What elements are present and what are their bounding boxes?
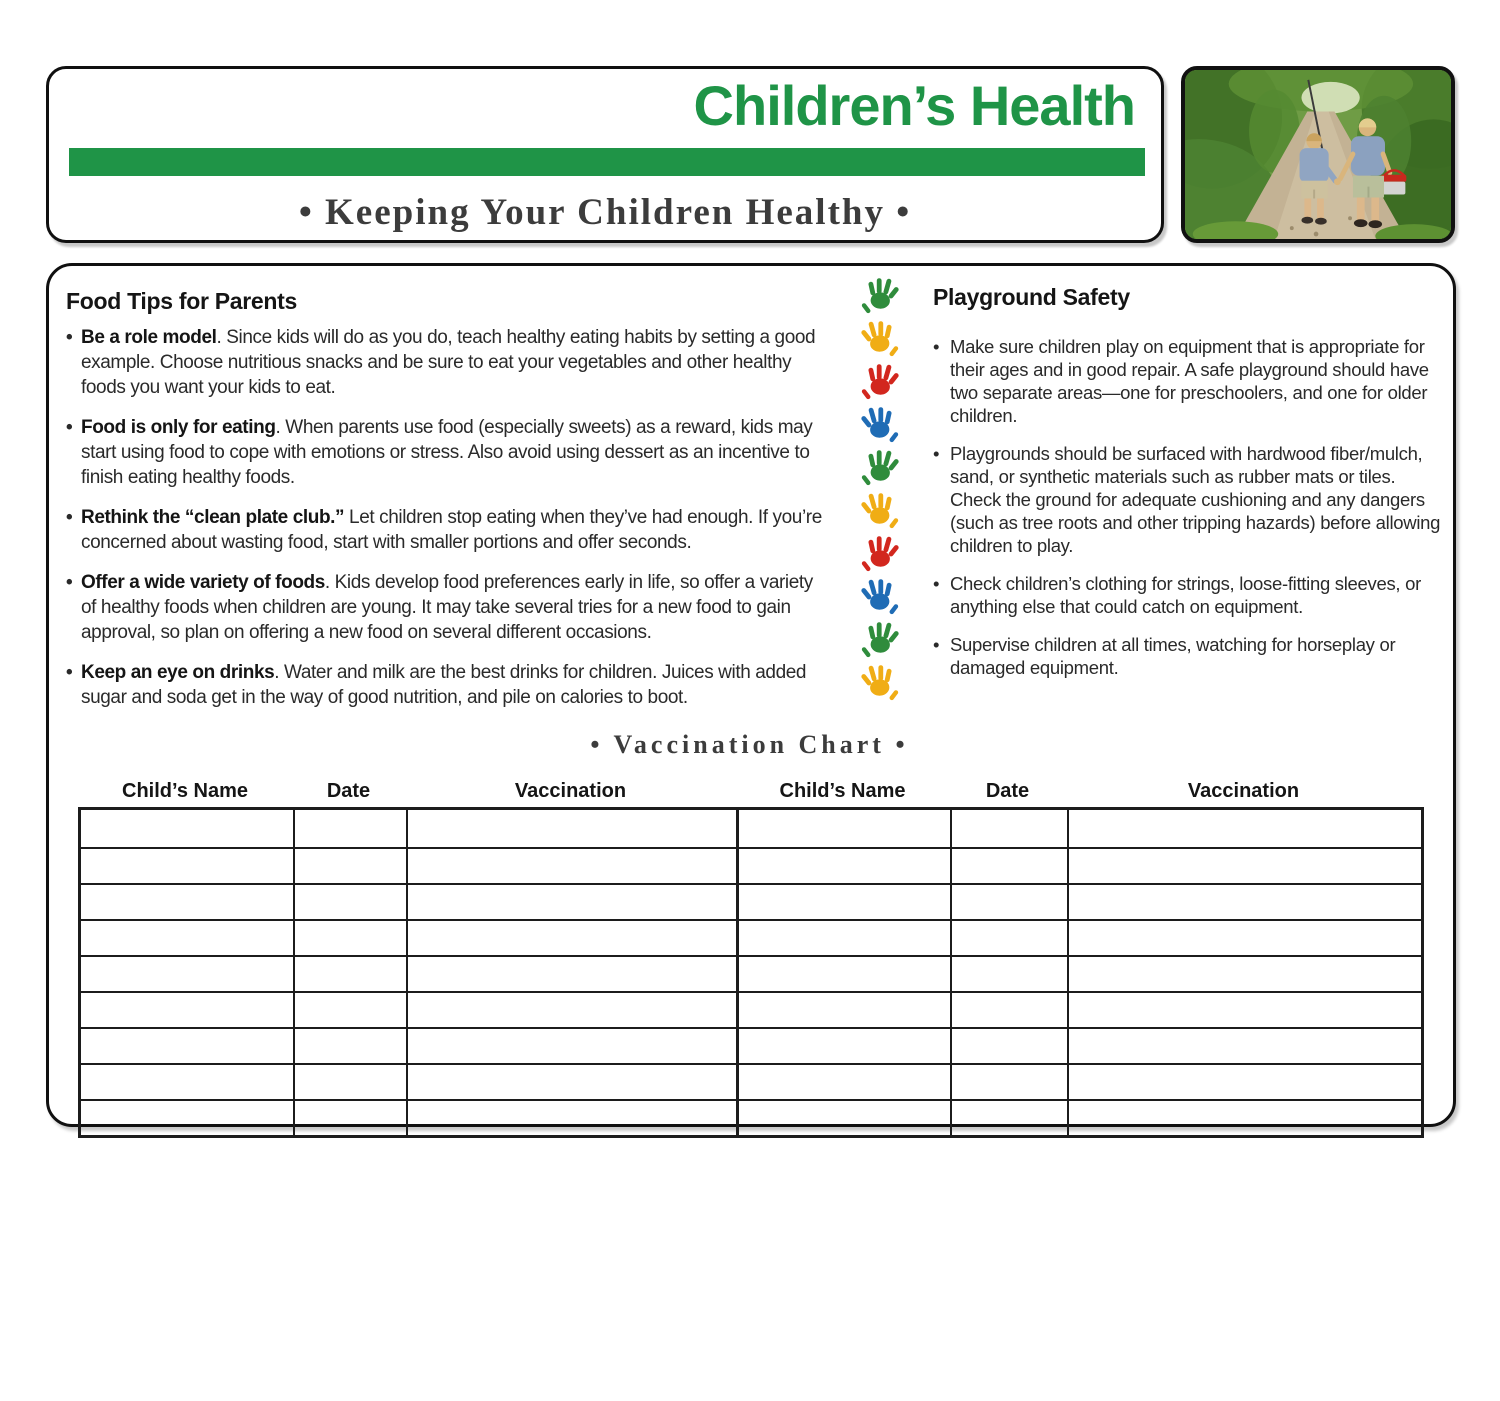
vaccination-chart-cell — [951, 920, 1068, 956]
food-tip-item — [66, 325, 824, 400]
vaccination-chart-cell — [407, 809, 738, 849]
safety-item-text: Supervise children at all times, watching for horseplay or damaged equipment. — [950, 634, 1396, 678]
vaccination-chart-cell — [1068, 809, 1423, 849]
safety-item-text: Check children’s clothing for strings, loose-fitting sleeves, or anything else that could catch on equipment. — [950, 573, 1421, 617]
vaccination-chart-cell — [294, 956, 407, 992]
vaccination-chart-row — [80, 1100, 1423, 1137]
vaccination-chart-cell — [951, 956, 1068, 992]
vaccination-chart-cell — [738, 920, 951, 956]
vaccination-chart-cell — [738, 992, 951, 1028]
food-tip-item — [66, 505, 824, 555]
vaccination-chart-cell — [407, 920, 738, 956]
bullet-dot: • — [933, 336, 940, 357]
vaccination-chart-cell — [1068, 920, 1423, 956]
food-tip-item — [66, 570, 824, 645]
handprints-column — [853, 276, 907, 706]
vaccination-chart-cell — [294, 848, 407, 884]
yellow-handprint-icon — [860, 319, 900, 359]
green-handprint-icon — [860, 448, 900, 488]
red-handprint-icon — [860, 534, 900, 574]
food-tip-lead: Keep an eye on drinks — [81, 662, 275, 683]
food-tip-body: . When parents use food (especially sweets) as a reward, kids may start using food to cope with emotions or stress. Also avoid using dessert as an incentive to finish eating healthy foods. — [81, 417, 813, 488]
food-tip-lead: Food is only for eating — [81, 417, 276, 438]
vaccination-chart-column-headers — [78, 780, 1421, 803]
safety-item — [933, 442, 1441, 557]
vaccination-chart-cell — [738, 956, 951, 992]
vaccination-chart-cell — [80, 956, 294, 992]
safety-item-text: Make sure children play on equipment that is appropriate for their ages and in good repair. A safe playground should have two separate areas—one for preschoolers, and one for older children. — [950, 336, 1429, 426]
chart-column-header: Date — [985, 780, 1030, 802]
blue-handprint-icon — [860, 577, 900, 617]
vaccination-chart-cell — [407, 848, 738, 884]
bullet-dot: • — [66, 507, 73, 528]
food-tip-text — [81, 505, 824, 555]
vaccination-chart-row — [80, 992, 1423, 1028]
vaccination-chart-row — [80, 1028, 1423, 1064]
vaccination-chart-row — [80, 1064, 1423, 1100]
vaccination-chart-cell — [951, 1100, 1068, 1137]
vaccination-chart-cell — [951, 848, 1068, 884]
vaccination-chart-cell — [407, 1028, 738, 1064]
food-tips-section — [66, 288, 824, 725]
green-handprint-icon — [860, 620, 900, 660]
playground-safety-list — [933, 335, 1441, 679]
page-subtitle: • Keeping Your Children Healthy • — [298, 192, 912, 233]
page-title: Children’s Health — [693, 74, 1135, 137]
bullet-dot: • — [66, 662, 73, 683]
vaccination-chart-cell — [80, 809, 294, 849]
safety-item — [933, 633, 1441, 679]
vaccination-chart-row — [80, 884, 1423, 920]
vaccination-chart-cell — [1068, 1028, 1423, 1064]
photo-illustration — [1185, 70, 1451, 239]
vaccination-chart-cell — [80, 1100, 294, 1137]
food-tip-body: . Since kids will do as you do, teach healthy eating habits by setting a good example. Choose nutritious snacks and be sure to eat your vegetables and other healthy foods you want your kids to eat. — [81, 327, 816, 398]
vaccination-chart-row — [80, 920, 1423, 956]
photo-two-boys-walking — [1181, 66, 1455, 243]
vaccination-chart-cell — [951, 992, 1068, 1028]
vaccination-chart-cell — [738, 809, 951, 849]
chart-column-header: Child’s Name — [122, 780, 248, 802]
playground-safety-heading: Playground Safety — [933, 284, 1130, 310]
safety-item-text: Playgrounds should be surfaced with hardwood fiber/mulch, sand, or synthetic materials such as rubber mats or tiles. Check the ground for adequate cushioning and any dangers (such as tree roots and other tripping hazards) before allowing children to play. — [950, 443, 1441, 556]
vaccination-chart-cell — [1068, 1064, 1423, 1100]
playground-safety-section — [933, 284, 1441, 694]
vaccination-chart-cell — [738, 1028, 951, 1064]
vaccination-chart-cell — [407, 1100, 738, 1137]
yellow-handprint-icon — [860, 663, 900, 703]
vaccination-chart-cell — [1068, 848, 1423, 884]
vaccination-chart-cell — [738, 848, 951, 884]
food-tip-body: . Kids develop food preferences early in life, so offer a variety of healthy foods when children are young. It may take several tries for a new food to gain approval, so plan on offering a new food on several different occasions. — [81, 572, 813, 643]
food-tip-text — [81, 415, 824, 490]
vaccination-chart-cell — [1068, 1100, 1423, 1137]
yellow-handprint-icon — [860, 491, 900, 531]
vaccination-chart-cell — [294, 920, 407, 956]
food-tips-heading: Food Tips for Parents — [66, 288, 297, 314]
vaccination-chart-cell — [80, 1064, 294, 1100]
bullet-dot: • — [66, 417, 73, 438]
content-panel — [46, 263, 1456, 1127]
food-tip-item — [66, 415, 824, 490]
vaccination-chart-cell — [738, 1064, 951, 1100]
food-tip-body: . Water and milk are the best drinks for children. Juices with added sugar and soda get in the way of good nutrition, and pile on calories to boot. — [81, 662, 807, 708]
vaccination-chart-cell — [1068, 884, 1423, 920]
vaccination-chart-cell — [294, 884, 407, 920]
green-accent-bar — [69, 148, 1145, 176]
bullet-dot: • — [66, 572, 73, 593]
vaccination-chart-cell — [294, 1064, 407, 1100]
vaccination-chart-cell — [294, 1100, 407, 1137]
vaccination-chart-cell — [80, 848, 294, 884]
vaccination-chart-table — [78, 807, 1424, 1138]
vaccination-chart-cell — [407, 992, 738, 1028]
bullet-dot: • — [66, 327, 73, 348]
safety-item — [933, 572, 1441, 618]
vaccination-chart-cell — [951, 809, 1068, 849]
food-tip-text — [81, 660, 824, 710]
food-tip-body: Let children stop eating when they’ve had enough. If you’re concerned about wasting food, start with smaller portions and offer seconds. — [81, 507, 822, 553]
header-banner — [46, 66, 1164, 243]
bullet-dot: • — [933, 443, 940, 464]
bullet-dot: • — [933, 634, 940, 655]
food-tip-lead: Offer a wide variety of foods — [81, 572, 325, 593]
food-tip-item — [66, 660, 824, 710]
vaccination-chart-title: • Vaccination Chart • — [590, 730, 909, 759]
vaccination-chart-cell — [407, 956, 738, 992]
chart-column-header: Date — [326, 780, 371, 802]
vaccination-chart-cell — [738, 1100, 951, 1137]
safety-item — [933, 335, 1441, 427]
vaccination-chart-row — [80, 956, 1423, 992]
chart-column-header: Vaccination — [1187, 780, 1300, 802]
food-tip-text — [81, 570, 824, 645]
vaccination-chart-cell — [294, 809, 407, 849]
food-tip-text — [81, 325, 824, 400]
vaccination-chart-cell — [1068, 956, 1423, 992]
vaccination-chart-cell — [80, 920, 294, 956]
vaccination-chart-cell — [951, 884, 1068, 920]
vaccination-chart-cell — [951, 1064, 1068, 1100]
blue-handprint-icon — [860, 405, 900, 445]
green-handprint-icon — [860, 276, 900, 316]
vaccination-chart-cell — [738, 884, 951, 920]
vaccination-chart-cell — [80, 1028, 294, 1064]
vaccination-chart-cell — [294, 1028, 407, 1064]
chart-column-header: Child’s Name — [779, 780, 906, 802]
vaccination-chart-row — [80, 809, 1423, 849]
food-tip-lead: Be a role model — [81, 327, 217, 348]
vaccination-chart-cell — [294, 992, 407, 1028]
food-tips-list — [66, 325, 824, 710]
vaccination-chart-cell — [80, 884, 294, 920]
vaccination-chart-row — [80, 848, 1423, 884]
vaccination-chart-cell — [407, 1064, 738, 1100]
food-tip-lead: Rethink the “clean plate club.” — [81, 507, 345, 528]
bullet-dot: • — [933, 573, 940, 594]
vaccination-chart-cell — [80, 992, 294, 1028]
vaccination-chart-cell — [1068, 992, 1423, 1028]
vaccination-chart-cell — [407, 884, 738, 920]
red-handprint-icon — [860, 362, 900, 402]
vaccination-chart-cell — [951, 1028, 1068, 1064]
chart-column-header: Vaccination — [514, 780, 627, 802]
